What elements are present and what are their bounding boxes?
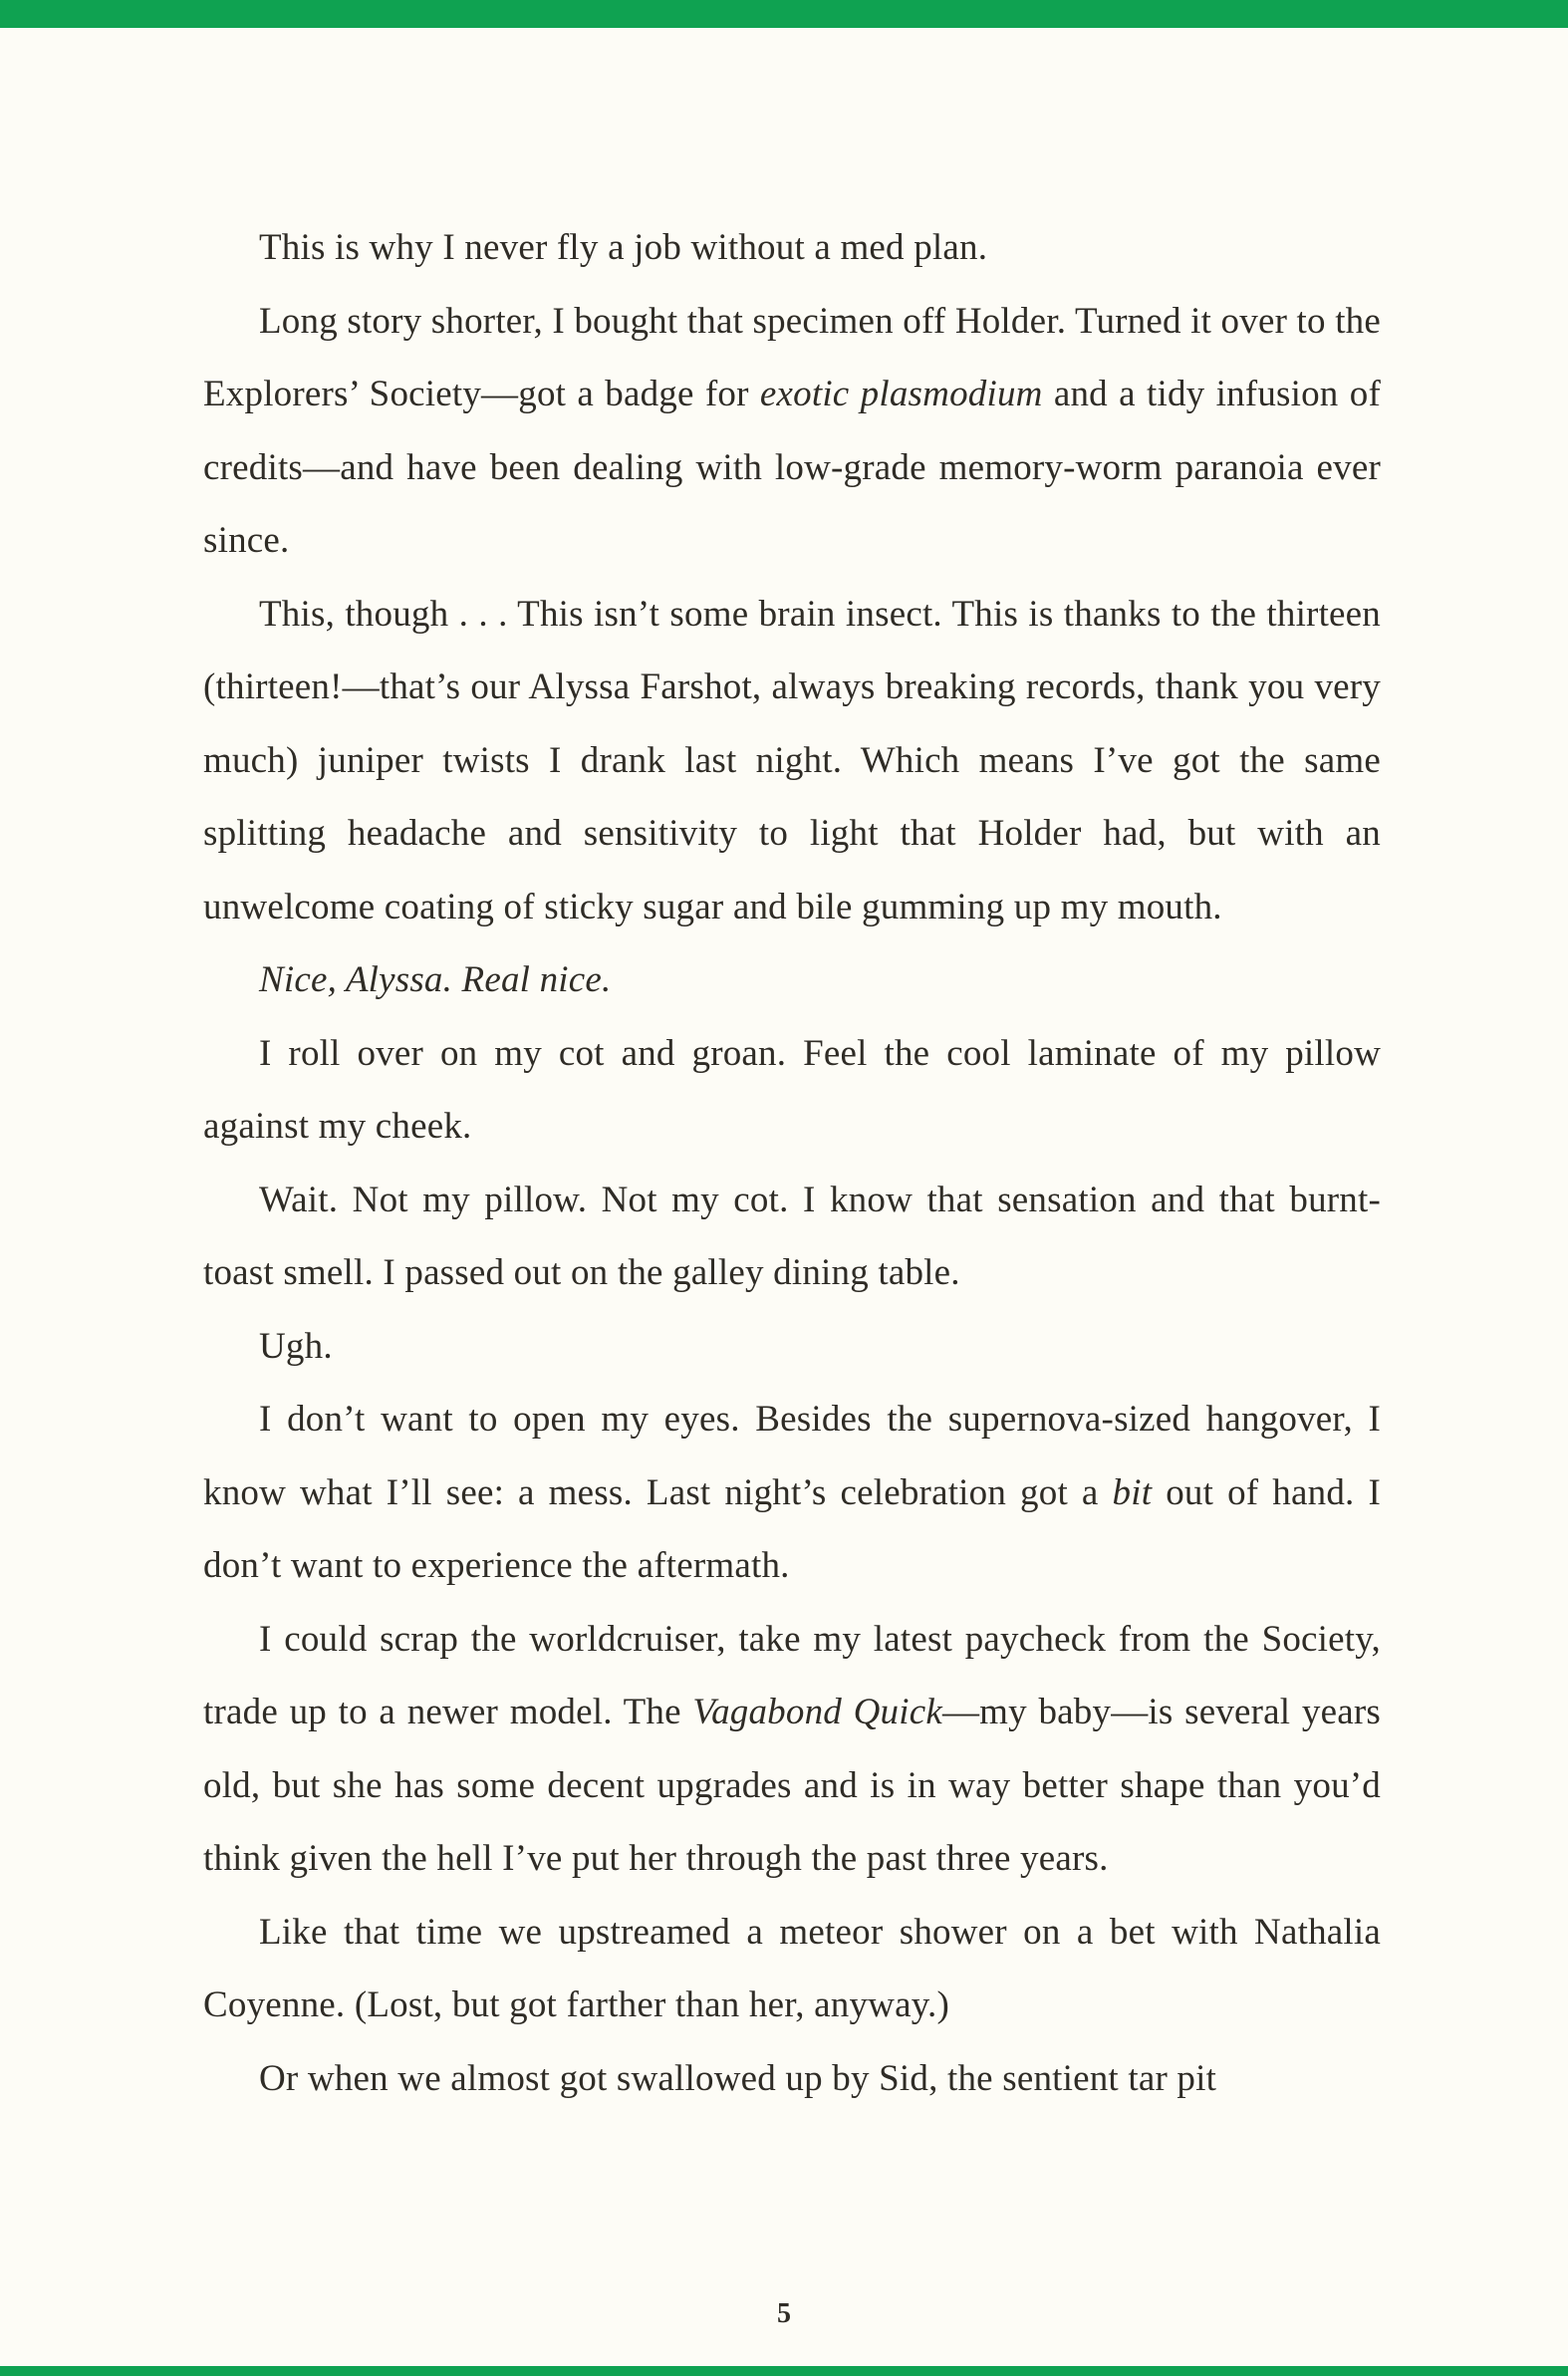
paragraph [203, 943, 1381, 1017]
italic-text: Vagabond Quick [692, 1692, 942, 1732]
text-block [203, 211, 1381, 2115]
paragraph [203, 1310, 1381, 1384]
body-text: I roll over on my cot and groan. Feel the cool laminate of my pillow against my cheek. [203, 1032, 1381, 1147]
paragraph [203, 1603, 1381, 1896]
paragraph [203, 1896, 1381, 2042]
italic-text: bit [1112, 1471, 1153, 1513]
body-text: Long story shorter, I bought that specimen off Holder. Turned it over to the Explorers’ Society—got a badge for [203, 300, 1381, 414]
paragraph [203, 1383, 1381, 1603]
paragraph [203, 1017, 1381, 1164]
body-text: and a tidy infusion of credits—and have been dealing with low-grade memory-worm paranoia ever since. [203, 374, 1381, 561]
paragraph [203, 578, 1381, 944]
body-text: Ugh. [259, 1325, 333, 1367]
body-text: I could scrap the worldcruiser, take my latest paycheck from the Society, trade up to a newer model. The [203, 1618, 1381, 1732]
body-text: I don’t want to open my eyes. Besides the supernova-sized hangover, I know what I’ll see: a mess. Last night’s celebration got a [203, 1399, 1381, 1513]
body-text: —my baby—is several years old, but she has some decent upgrades and is in way better shape than you’d think given the hell I’ve put her through the past three years. [203, 1692, 1381, 1879]
page-number: 5 [777, 2298, 791, 2329]
paragraph [203, 211, 1381, 285]
italic-text: exotic plasmodium [759, 374, 1043, 414]
body-text: This is why I never fly a job without a med plan. [259, 227, 988, 268]
bottom-cover-band [0, 2366, 1568, 2376]
body-text: Or when we almost got swallowed up by Sid, the sentient tar pit [259, 2057, 1217, 2099]
paragraph [203, 2042, 1381, 2116]
paragraph [203, 1164, 1381, 1310]
body-text: This, though . . . This isn’t some brain insect. This is thanks to the thirteen (thirteen!—that’s our Alyssa Farshot, always breaking records, thank you very much) juniper twists I drank last night. Which means I’ve got the same splitting headache and sensitivity to light that Holder had, but with an unwelcome coating of sticky sugar and bile gumming up my mouth. [203, 593, 1381, 927]
body-text: Like that time we upstreamed a meteor shower on a bet with Nathalia Coyenne. (Lost, but got farther than her, anyway.) [203, 1911, 1381, 2025]
paragraph [203, 285, 1381, 578]
top-cover-band [0, 0, 1568, 28]
body-text: Wait. Not my pillow. Not my cot. I know that sensation and that burnt-toast smell. I passed out on the galley dining table. [203, 1179, 1381, 1293]
italic-text: Nice, Alyssa. Real nice. [259, 959, 612, 1000]
body-text: out of hand. I don’t want to experience the aftermath. [203, 1471, 1381, 1586]
